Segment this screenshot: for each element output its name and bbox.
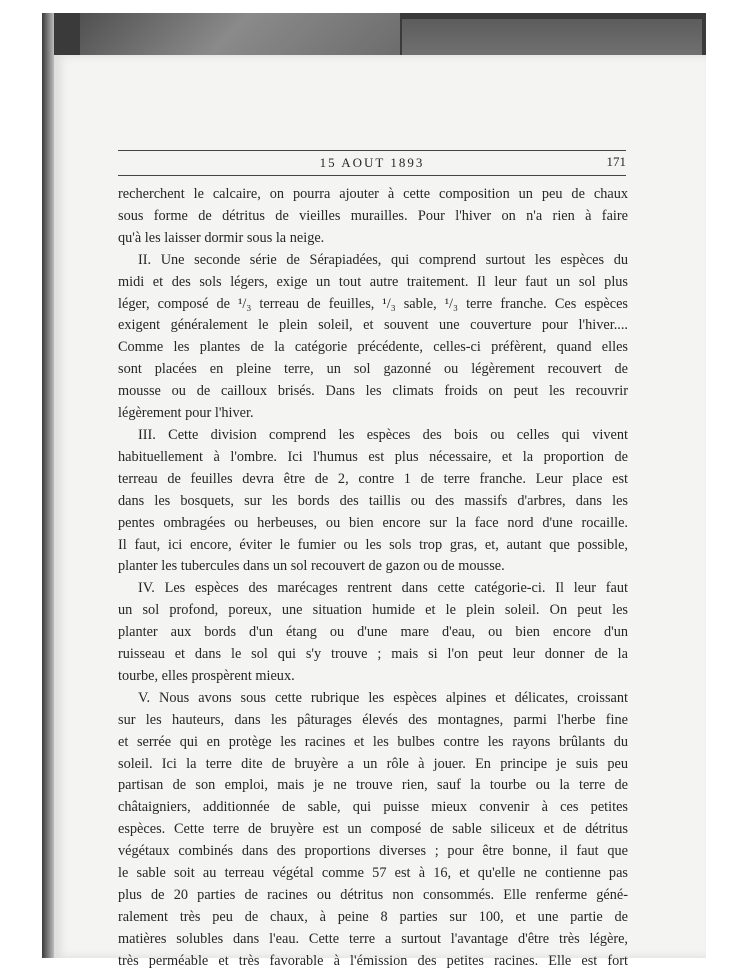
text-line: V. Nous avons sous cette rubrique les espèces alpines et délicates, croissant	[138, 689, 628, 706]
body-text	[118, 184, 628, 973]
text-line: habituellement à l'ombre. Ici l'humus est plus nécessaire, et la proportion de	[118, 448, 628, 465]
scan-border-left	[42, 13, 54, 958]
text-line: et serrée qui en protège les racines et les bulbes contre les rayons brûlants du	[118, 733, 628, 750]
text-line: ruisseau et dans le sol qui s'y trouve ; mais si l'on peut leur donner de la	[118, 646, 628, 663]
text-line: un sol profond, poreux, une situation humide et le plein soleil. On peut les	[118, 602, 628, 619]
text-line: plus de 20 parties de racines ou détritus non consommés. Elle renferme géné-	[118, 887, 628, 903]
text-line: matières solubles dans l'eau. Cette terre a surtout l'avantage d'être très légère,	[118, 930, 628, 947]
text-line: sur les hauteurs, dans les pâturages élevés des montagnes, parmi l'herbe fine	[118, 711, 628, 728]
text-line: planter les tubercules dans un sol recouvert de gazon ou de mousse.	[118, 558, 505, 575]
text-line: exigent généralement le plein soleil, et souvent une couverture pour l'hiver....	[118, 317, 628, 334]
text-line: végétaux combinés dans des proportions diverses ; pour être bonne, il faut que	[118, 843, 628, 860]
text-line: légèrement pour l'hiver.	[118, 405, 254, 422]
text-line: tourbe, elles prospèrent mieux.	[118, 667, 295, 684]
text-line: II. Une seconde série de Sérapiadées, qui comprend surtout les espèces du	[138, 251, 628, 268]
text-line: III. Cette division comprend les espèces des bois ou celles qui vivent	[138, 426, 628, 443]
text-line: terreau de feuilles devra être de 2, contre 1 de terre franche. Leur place est	[118, 470, 628, 487]
text-line: châtaigniers, additionnée de sable, qui puisse mieux convenir à ces petites	[118, 799, 628, 816]
page-number: 171	[606, 154, 626, 169]
text-line: qu'à les laisser dormir sous la neige.	[118, 229, 325, 246]
header-rule-bottom	[118, 175, 626, 176]
text-line: midi et des sols légers, exige un tout autre traitement. Il leur faut un sol plus	[118, 273, 628, 290]
text-line: sous forme de détritus de vieilles murailles. Pour l'hiver on n'a rien à faire	[118, 207, 628, 224]
text-line: dans les bosquets, sur les bords des taillis ou des massifs d'arbres, dans les	[118, 492, 628, 509]
text-line: Comme les plantes de la catégorie précédente, celles-ci préfèrent, quand elles	[118, 339, 628, 356]
text-line: Il faut, ici encore, éviter le fumier ou les sols trop gras, et, autant que possible,	[118, 536, 628, 553]
text-line: IV. Les espèces des marécages rentrent dans cette catégorie-ci. Il leur faut	[138, 580, 628, 597]
text-line: planter aux bords d'un étang ou d'une mare d'eau, ou bien encore d'un	[118, 624, 628, 641]
text-line: sont placées en pleine terre, un sol gazonné ou légèrement recouvert de	[118, 361, 628, 378]
text-line: ralement très peu de chaux, à peine 8 parties sur 100, et une partie de	[118, 908, 628, 925]
text-line: le sable soit au terreau végétal comme 57 est à 16, et qu'elle ne contienne pas	[118, 865, 628, 882]
text-line: mousse ou de cailloux brisés. Dans les climats froids on peut les recouvrir	[118, 383, 628, 400]
text-line: recherchent le calcaire, on pourra ajouter à cette composition un peu de chaux	[118, 186, 628, 202]
text-line: léger, composé de ¹/₃ terreau de feuilles, ¹/₃ sable, ¹/₃ terre franche. Ces espèces	[118, 295, 628, 312]
text-line: espèces. Cette terre de bruyère est un composé de sable siliceux et de détritus	[118, 821, 628, 838]
text-line: soleil. Ici la terre dite de bruyère a un rôle à jouer. En principe je suis peu	[118, 755, 628, 772]
text-line: pentes ombragées ou herbeuses, ou bien encore sur la face nord d'une rocaille.	[118, 514, 628, 531]
text-line: partisan de son emploi, mais je ne trouve rien, sauf la tourbe ou la terre de	[118, 777, 628, 794]
header-rule-top	[118, 150, 626, 151]
running-header-date: 15 AOUT 1893	[319, 155, 425, 170]
text-line: très perméable et très favorable à l'émission des petites racines. Elle est fort	[118, 952, 628, 969]
